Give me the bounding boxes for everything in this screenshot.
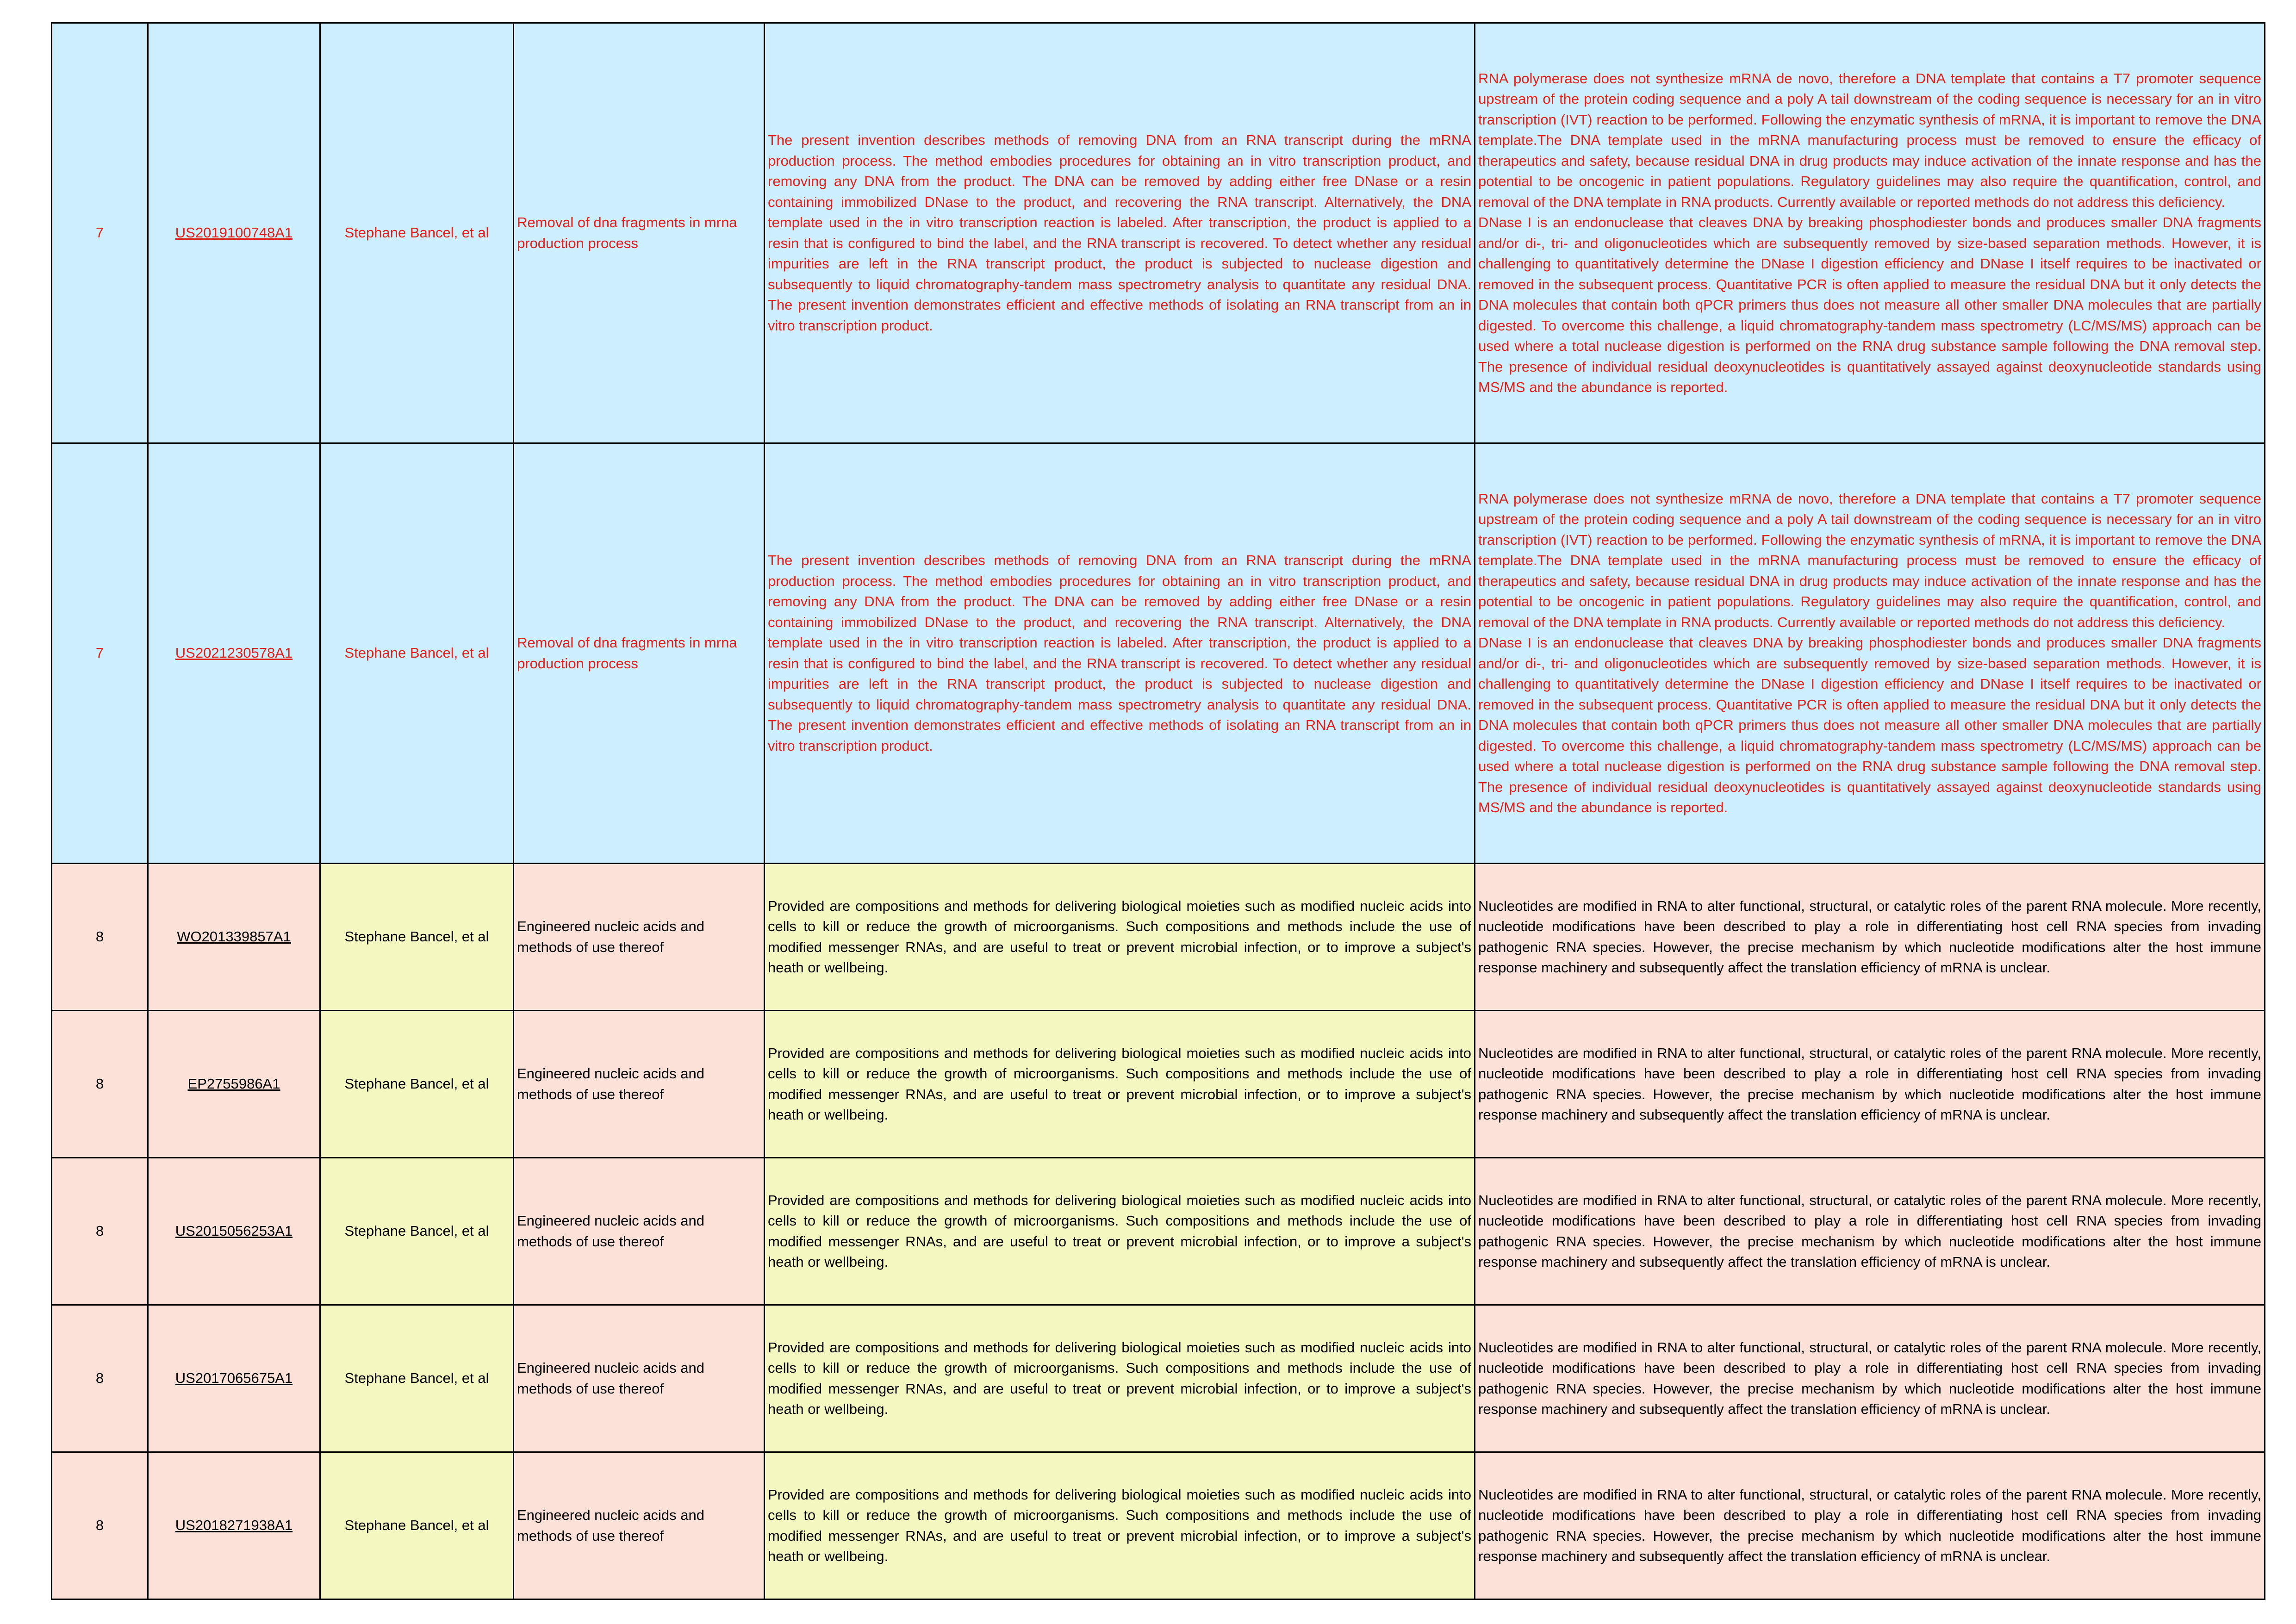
background-paragraph: DNase I is an endonuclease that cleaves DNA by breaking phosphodiester bonds and produces smaller DNA fragments and/or di-, tri- and oligonucleotides which are subsequently removed by size-based separation methods. However, it is challenging to quantitatively determine the DNase I digestion efficiency and DNase I itself requires to be inactivated or removed in the subsequent process. Quantitative PCR is often applied to measure the residual DNA but it only detects the DNA molecules that contain both qPCR primers thus does not measure all other smaller DNA molecules that are partially digested. To overcome this challenge, a liquid chromatography-tandem mass spectrometry (LC/MS/MS) approach can be used where a total nuclease digestion is performed on the RNA drug substance sample following the DNA removal step. The presence of individual residual deoxynucleotides is quantitatively assayed against deoxynucleotide standards using MS/MS and the abundance is reported. (1478, 214, 2261, 395)
patent-number-cell (148, 443, 320, 864)
patent-number-cell (148, 864, 320, 1011)
group-number-cell: 8 (52, 1452, 148, 1599)
background-paragraph: RNA polymerase does not synthesize mRNA de novo, therefore a DNA template that contains a T7 promoter sequence upstream of the protein coding sequence and a poly A tail downstream of the coding sequence is necessary for an in vitro transcription (IVT) reaction to be performed. Following the enzymatic synthesis of mRNA, it is important to remove the DNA template.The DNA template used in the mRNA manufacturing process must be removed to ensure the efficacy of therapeutics and safety, because residual DNA in drug products may induce activation of the innate response and has the potential to be oncogenic in patient populations. Regulatory guidelines may also require the quantification, control, and removal of the DNA template in RNA products. Currently available or reported methods do not address this deficiency. (1478, 70, 2261, 210)
table-row (52, 23, 2265, 443)
inventor-cell: Stephane Bancel, et al (320, 1305, 514, 1452)
group-number-cell: 7 (52, 443, 148, 864)
inventor-cell: Stephane Bancel, et al (320, 1011, 514, 1158)
background-paragraph: Nucleotides are modified in RNA to alter functional, structural, or catalytic roles of the parent RNA molecule. More recently, nucleotide modifications have been described to play a role in differentiating host cell RNA species from invading pathogenic RNA species. However, the precise mechanism by which nucleotide modifications alter the host immune response machinery and subsequently affect the translation efficiency of mRNA is unclear. (1478, 1486, 2261, 1564)
background-paragraph: Nucleotides are modified in RNA to alter functional, structural, or catalytic roles of the parent RNA molecule. More recently, nucleotide modifications have been described to play a role in differentiating host cell RNA species from invading pathogenic RNA species. However, the precise mechanism by which nucleotide modifications alter the host immune response machinery and subsequently affect the translation efficiency of mRNA is unclear. (1478, 1339, 2261, 1417)
title-cell: Removal of dna fragments in mrna production process (514, 443, 765, 864)
title-cell: Removal of dna fragments in mrna production process (514, 23, 765, 443)
background-paragraph: RNA polymerase does not synthesize mRNA de novo, therefore a DNA template that contains a T7 promoter sequence upstream of the protein coding sequence and a poly A tail downstream of the coding sequence is necessary for an in vitro transcription (IVT) reaction to be performed. Following the enzymatic synthesis of mRNA, it is important to remove the DNA template.The DNA template used in the mRNA manufacturing process must be removed to ensure the efficacy of therapeutics and safety, because residual DNA in drug products may induce activation of the innate response and has the potential to be oncogenic in patient populations. Regulatory guidelines may also require the quantification, control, and removal of the DNA template in RNA products. Currently available or reported methods do not address this deficiency. (1478, 490, 2261, 630)
title-cell: Engineered nucleic acids and methods of use thereof (514, 1011, 765, 1158)
background-paragraph: DNase I is an endonuclease that cleaves DNA by breaking phosphodiester bonds and produces smaller DNA fragments and/or di-, tri- and oligonucleotides which are subsequently removed by size-based separation methods. However, it is challenging to quantitatively determine the DNase I digestion efficiency and DNase I itself requires to be inactivated or removed in the subsequent process. Quantitative PCR is often applied to measure the residual DNA but it only detects the DNA molecules that contain both qPCR primers thus does not measure all other smaller DNA molecules that are partially digested. To overcome this challenge, a liquid chromatography-tandem mass spectrometry (LC/MS/MS) approach can be used where a total nuclease digestion is performed on the RNA drug substance sample following the DNA removal step. The presence of individual residual deoxynucleotides is quantitatively assayed against deoxynucleotide standards using MS/MS and the abundance is reported. (1478, 635, 2261, 815)
table-row (52, 1158, 2265, 1305)
patent-link[interactable]: US2021230578A1 (175, 645, 293, 661)
abstract-cell: Provided are compositions and methods for delivering biological moieties such as modified nucleic acids into cells to kill or reduce the growth of microorganisms. Such compositions and methods include the use of modified messenger RNAs, and are useful to treat or prevent microbial infection, or to improve a subject's heath or wellbeing. (765, 1158, 1475, 1305)
background-paragraph: Nucleotides are modified in RNA to alter functional, structural, or catalytic roles of the parent RNA molecule. More recently, nucleotide modifications have been described to play a role in differentiating host cell RNA species from invading pathogenic RNA species. However, the precise mechanism by which nucleotide modifications alter the host immune response machinery and subsequently affect the translation efficiency of mRNA is unclear. (1478, 1192, 2261, 1270)
background-paragraph: Nucleotides are modified in RNA to alter functional, structural, or catalytic roles of the parent RNA molecule. More recently, nucleotide modifications have been described to play a role in differentiating host cell RNA species from invading pathogenic RNA species. However, the precise mechanism by which nucleotide modifications alter the host immune response machinery and subsequently affect the translation efficiency of mRNA is unclear. (1478, 897, 2261, 976)
title-cell: Engineered nucleic acids and methods of use thereof (514, 864, 765, 1011)
group-number-cell: 8 (52, 1158, 148, 1305)
table-row (52, 864, 2265, 1011)
patent-link[interactable]: US2015056253A1 (175, 1223, 293, 1239)
patent-link[interactable]: US2018271938A1 (175, 1517, 293, 1534)
inventor-cell: Stephane Bancel, et al (320, 443, 514, 864)
patent-number-cell (148, 1305, 320, 1452)
patent-link[interactable]: US2017065675A1 (175, 1370, 293, 1387)
background-cell (1475, 23, 2265, 443)
background-cell (1475, 1011, 2265, 1158)
abstract-cell: The present invention describes methods of removing DNA from an RNA transcript during the mRNA production process. The method embodies procedures for obtaining an in vitro transcription product, and removing any DNA from the product. The DNA can be removed by adding either free DNase or a resin containing immobilized DNase to the product, and recovering the RNA transcript. Alternatively, the DNA template used in the in vitro transcription reaction is labeled. After transcription, the product is applied to a resin that is configured to bind the label, and the RNA transcript is recovered. To detect whether any residual impurities are left in the RNA transcript product, the product is subjected to nuclease digestion and subsequently to liquid chromatography-tandem mass spectrometry analysis to quantitate any residual DNA. The present invention demonstrates efficient and effective methods of isolating an RNA transcript from an in vitro transcription product. (765, 23, 1475, 443)
inventor-cell: Stephane Bancel, et al (320, 1452, 514, 1599)
patent-number-cell (148, 23, 320, 443)
background-cell (1475, 1452, 2265, 1599)
patent-link[interactable]: EP2755986A1 (187, 1076, 280, 1092)
inventor-cell: Stephane Bancel, et al (320, 1158, 514, 1305)
patent-table (51, 22, 2265, 1600)
inventor-cell: Stephane Bancel, et al (320, 864, 514, 1011)
abstract-cell: Provided are compositions and methods for delivering biological moieties such as modified nucleic acids into cells to kill or reduce the growth of microorganisms. Such compositions and methods include the use of modified messenger RNAs, and are useful to treat or prevent microbial infection, or to improve a subject's heath or wellbeing. (765, 1452, 1475, 1599)
table-row (52, 443, 2265, 864)
background-cell (1475, 864, 2265, 1011)
table-row (52, 1011, 2265, 1158)
patent-number-cell (148, 1158, 320, 1305)
patent-link[interactable]: US2019100748A1 (175, 224, 293, 241)
group-number-cell: 8 (52, 864, 148, 1011)
table-row (52, 1305, 2265, 1452)
inventor-cell: Stephane Bancel, et al (320, 23, 514, 443)
patent-link[interactable]: WO201339857A1 (177, 928, 291, 945)
group-number-cell: 7 (52, 23, 148, 443)
abstract-cell: The present invention describes methods of removing DNA from an RNA transcript during the mRNA production process. The method embodies procedures for obtaining an in vitro transcription product, and removing any DNA from the product. The DNA can be removed by adding either free DNase or a resin containing immobilized DNase to the product, and recovering the RNA transcript. Alternatively, the DNA template used in the in vitro transcription reaction is labeled. After transcription, the product is applied to a resin that is configured to bind the label, and the RNA transcript is recovered. To detect whether any residual impurities are left in the RNA transcript product, the product is subjected to nuclease digestion and subsequently to liquid chromatography-tandem mass spectrometry analysis to quantitate any residual DNA. The present invention demonstrates efficient and effective methods of isolating an RNA transcript from an in vitro transcription product. (765, 443, 1475, 864)
background-cell (1475, 443, 2265, 864)
background-cell (1475, 1305, 2265, 1452)
abstract-cell: Provided are compositions and methods for delivering biological moieties such as modified nucleic acids into cells to kill or reduce the growth of microorganisms. Such compositions and methods include the use of modified messenger RNAs, and are useful to treat or prevent microbial infection, or to improve a subject's heath or wellbeing. (765, 1011, 1475, 1158)
background-cell (1475, 1158, 2265, 1305)
patent-number-cell (148, 1011, 320, 1158)
abstract-cell: Provided are compositions and methods for delivering biological moieties such as modified nucleic acids into cells to kill or reduce the growth of microorganisms. Such compositions and methods include the use of modified messenger RNAs, and are useful to treat or prevent microbial infection, or to improve a subject's heath or wellbeing. (765, 864, 1475, 1011)
patent-number-cell (148, 1452, 320, 1599)
group-number-cell: 8 (52, 1011, 148, 1158)
title-cell: Engineered nucleic acids and methods of use thereof (514, 1452, 765, 1599)
abstract-cell: Provided are compositions and methods for delivering biological moieties such as modified nucleic acids into cells to kill or reduce the growth of microorganisms. Such compositions and methods include the use of modified messenger RNAs, and are useful to treat or prevent microbial infection, or to improve a subject's heath or wellbeing. (765, 1305, 1475, 1452)
title-cell: Engineered nucleic acids and methods of use thereof (514, 1305, 765, 1452)
background-paragraph: Nucleotides are modified in RNA to alter functional, structural, or catalytic roles of the parent RNA molecule. More recently, nucleotide modifications have been described to play a role in differentiating host cell RNA species from invading pathogenic RNA species. However, the precise mechanism by which nucleotide modifications alter the host immune response machinery and subsequently affect the translation efficiency of mRNA is unclear. (1478, 1045, 2261, 1123)
table-row (52, 1452, 2265, 1599)
group-number-cell: 8 (52, 1305, 148, 1452)
title-cell: Engineered nucleic acids and methods of use thereof (514, 1158, 765, 1305)
